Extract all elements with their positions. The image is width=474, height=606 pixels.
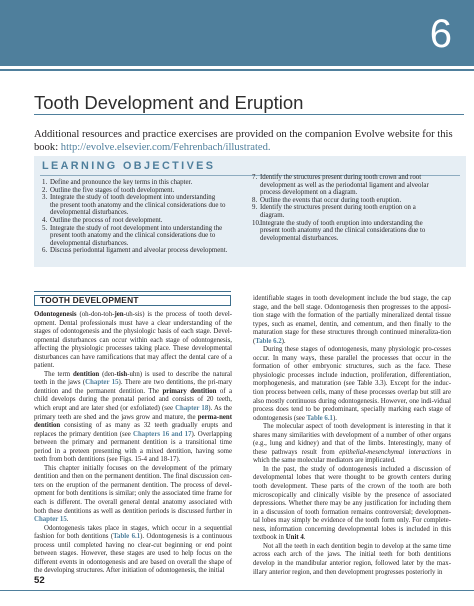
objective-item [252,197,462,205]
body-text: Odontogenesis takes place in stages, which occur in a sequential fashion for both dentitions ( [34,524,232,541]
objective-text-line: developmental disturbances. [260,234,339,242]
body-text: consisting of as many as 32 teeth gradually erupts and replaces the primary dentition (see [34,422,232,438]
body-text: of a child develops during the prenatal period and consists of 20 teeth, which erupt and are later shed (or exfoliated) (see [34,387,233,413]
body-paragraph [34,525,232,576]
body-paragraph [34,311,232,371]
objective-number: 6. [42,247,48,255]
body-paragraph [253,346,451,423]
body-text: -uhn) is used to describe the natural teeth in the jaws ( [34,370,232,387]
objective-number: 4. [42,216,48,224]
objective-number: 8. [252,196,258,204]
objective-text-line: developmental disturbances. [50,209,129,217]
body-text: . [66,516,69,524]
objective-text-line: present tooth anatomy and the clinical considerations due to [260,227,426,235]
objective-item [42,187,254,195]
objective-number: 1. [42,179,48,186]
objective-number: 10. [252,219,261,227]
cross-reference-link[interactable]: Table 6.1 [113,533,141,541]
objective-number: 2. [42,186,48,194]
body-paragraph [253,543,451,577]
body-paragraph [253,423,451,466]
body-text: -uh-sis) is the process of tooth devel-opment. Dental professionals must have a clear understanding of the stages of odontogenesis and the physiologic basis of each stage. Devel-opmental disturbances can occur within each stage of odontogenesis, affecting the physiologic processes taking place. These developmental disturbances can have ramifications that may affect the dental care of a patient. [34,311,232,370]
learning-objectives-heading: LEARNING OBJECTIVES [42,160,216,172]
objective-item [42,217,254,225]
cross-reference-link[interactable]: Chapter 15 [34,516,67,524]
objective-text-line: the present tooth anatomy and the clinical considerations due to [50,201,226,209]
objective-text-line: Integrate the study of tooth eruption into understanding the [260,219,423,227]
body-column-left [34,311,232,576]
body-text: (den- [99,370,117,378]
body-text: ). Overlapping between the primary and permanent dentition is a transitional time period in a preteen presenting with a mixed dentition, having some teeth from both dentitions (see Figs. 15-4 and 18-17). [34,430,232,464]
section-heading: TOOTH DEVELOPMENT [40,295,139,305]
title-rule [34,114,464,115]
body-text: ). [332,414,337,422]
banner-rule [0,69,474,71]
chapter-banner [0,0,474,66]
cross-reference-link[interactable]: Table 6.1 [306,414,333,422]
objectives-right-column [252,174,462,242]
body-text: This chapter initially focuses on the development of the primary dentition and then on the permanent dentition. The final discussion cen-ters on the eruption of the permanent dentition. The process of devel-opment for both dentitions is similar; only the associated time frame for each is different. The overall general dental anatomy associated with both these dentitions as well as dentition periods is discussed further in [34,464,232,515]
objective-text-line: Integrate the study of tooth development into understanding [50,194,216,202]
objective-item [252,204,462,219]
key-term: tish [116,370,128,378]
emphasis-text: epithelial-mesenchymal interactions [339,448,442,456]
key-term: jen [114,311,124,318]
objective-text-line: diagram. [260,211,285,219]
objective-number: 7. [252,174,258,181]
objective-text-line: Discuss periodontal ligament and alveolar process development. [50,247,228,255]
objective-item [42,179,254,187]
body-text: identifiable stages in tooth development include the bud stage, the cap stage, and the bell stage. Odontogenesis then progresses to the apposi-tion stage with the formation of the partially mineralized dental tissue types, such as enamel, dentin, and cementum, and then finally to the maturation stage for these structures through continued mineraliza-tion ( [253,295,451,345]
body-text: Not all the teeth in each dentition begin to develop at the same time across each arch of the jaws. The initial teeth for both dentitions develop in the mandibular anterior region, followed later by the max-illary anterior region, and then development progresses posteriorly in [253,542,451,576]
body-text: The molecular aspect of tooth development is interesting in that it shares many similarities with development of a number of other organs (e.g., lung and kidney) and that of the limbs. Interestingly, many of these pathways result from [253,423,451,456]
objective-text-line: Outline the events that occur during tooth eruption. [260,196,402,204]
body-text: In the past, the study of odontogenesis included a discussion of developmental lobes that were thought to be growth centers during tooth development. These parts of the crown of the tooth are both microscopically and clinically visible by the presence of associated depressions. Whether there may be any justification for including them in a discussion of tooth formation remains controversial; developmen-tal lobes may simply be evidence of the tooth form only. For complete-ness, information concerning developmental lobes is included in this textbook in [253,465,451,542]
body-text: . [303,534,306,542]
key-term: primary dentition [162,387,217,395]
page-footer-rule [0,590,474,591]
objectives-left-column [42,179,254,255]
key-term: Odontogenesis [34,311,77,318]
resources-link[interactable]: http://evolve.elsevier.com/Fehrenbach/illustrated. [60,142,271,153]
objective-text-line: developmental disturbances. [50,239,129,247]
objective-text-line: Identify the structures present during tooth eruption on a [260,204,416,212]
chapter-title: Tooth Development and Eruption [34,92,304,113]
key-term: Unit 4 [285,534,304,542]
body-text: ). There are two dentitions, the pri-mary dentition and the permanent dentition. The [34,379,233,395]
body-text: ). As the primary teeth are shed and the jaws grow and mature, the [34,405,232,421]
body-text: ). [281,337,286,345]
objective-number: 9. [252,204,258,212]
objective-text-line: development as well as the periodontal ligament and alveolar [260,181,429,189]
section-rule [34,291,231,292]
body-text: in which the same molecular mediators are implicated. [253,448,451,465]
body-text: The term [44,370,73,378]
cross-reference-link[interactable]: Chapter 18 [175,405,209,413]
objective-text-line: process development on a diagram. [260,189,358,197]
body-text: ). Odontogenesis is a continuous process until completed having no clear-cut beginning or end point between stages. However, these stages are used to help focus on the different events in odontogenesis and are based on overall the shape of the developing structures. After initiation of odontogenesis, the initial [34,533,232,575]
objective-item [42,225,254,248]
body-text: During these stages of odontogenesis, many physiologic pro-cesses occur. In many ways, these parallel the processes that occur in the formation of other embryonic structures, such as the face. These physiologic processes include induction, proliferation, differentiation, morphogenesis, and maturation (see Table 3.3). Except for the induc-tion process between cells, many of these processes overlap but still are also mostly continuous during odontogenesis. However, one indi-vidual process does tend to be predominant, specially marking each stage of odontogenesis (see [253,346,451,422]
resources-text: Additional resources and practice exercises are provided on the companion Evolve website for this book: [34,129,453,153]
key-term: dentition [72,370,100,378]
objective-number: 5. [42,224,48,232]
body-paragraph [34,371,232,465]
objective-item [42,247,254,255]
body-paragraph [253,295,451,346]
objective-number: 3. [42,194,48,202]
objective-text-line: Outline the five stages of tooth development. [50,186,175,194]
body-column-right [253,295,451,577]
objective-item [42,194,254,217]
chapter-number: 6 [429,12,452,56]
objective-text-line: Identify the structures present during tooth crown and root [260,174,422,181]
cross-reference-link[interactable]: Table 6.2 [255,337,282,345]
page-number: 52 [34,575,45,586]
objective-item [252,174,462,197]
body-text: (oh-don-toh- [76,311,115,318]
objective-text-line: present tooth anatomy and the clinical considerations due to [50,232,216,240]
cross-reference-link[interactable]: Chapter 15 [85,379,119,387]
body-paragraph [253,466,451,543]
learning-objectives-box [34,156,466,267]
resources-note [34,128,466,154]
key-term: perma-nent dentition [34,413,232,430]
objective-text-line: Integrate the study of root development into understanding the [50,224,223,232]
section-heading-box [34,295,231,306]
cross-reference-link[interactable]: Chapters 16 and 17 [133,430,192,438]
body-paragraph [34,465,232,525]
objective-text-line: Outline the process of root development. [50,216,163,224]
objective-text-line: Define and pronounce the key terms in this chapter. [50,179,193,186]
objective-item [252,220,462,243]
